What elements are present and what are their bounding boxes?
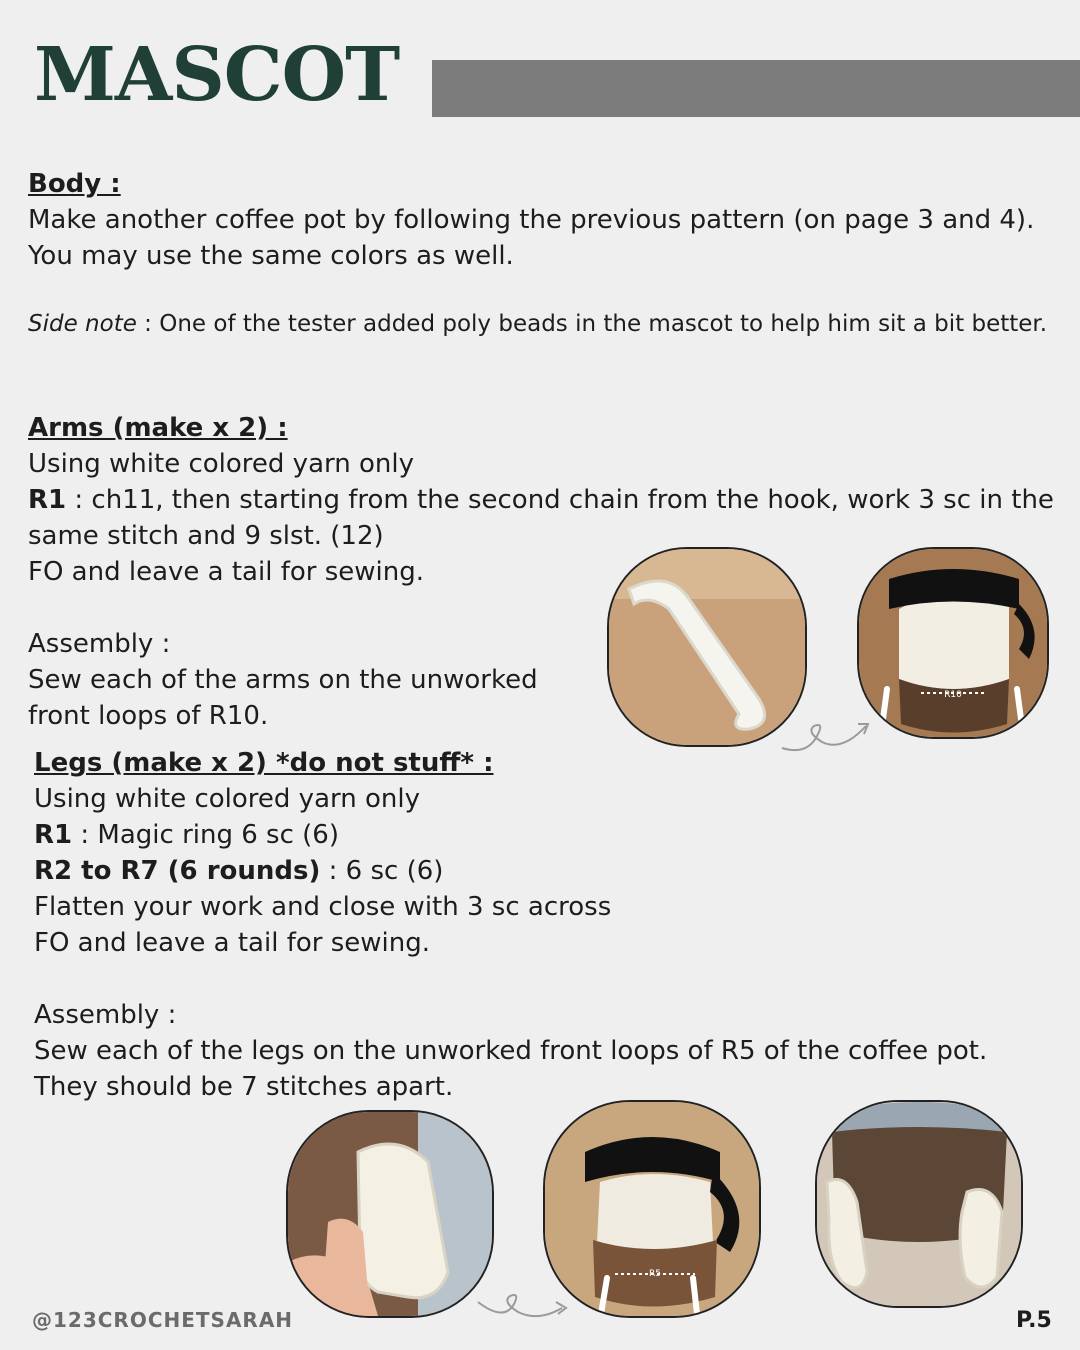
arms-yarn: Using white colored yarn only <box>28 449 414 479</box>
arms-assembly-label: Assembly : <box>28 629 171 659</box>
legs-yarn: Using white colored yarn only <box>34 784 420 814</box>
page-title: MASCOT <box>34 32 400 118</box>
legs-assembly-text2: They should be 7 stitches apart. <box>34 1072 454 1102</box>
side-note-label: Side note <box>28 311 137 337</box>
coffee-pot-legs-photo <box>543 1100 761 1318</box>
body-heading: Body : <box>28 169 121 199</box>
legs-assembly-label: Assembly : <box>34 1000 177 1030</box>
arms-r1-label: R1 <box>28 485 67 515</box>
side-note <box>28 308 1058 340</box>
arms-fo: FO and leave a tail for sewing. <box>28 557 424 587</box>
body-section <box>28 166 1048 274</box>
legs-heading: Legs (make x 2) *do not stuff* : <box>34 748 494 778</box>
legs-fo: FO and leave a tail for sewing. <box>34 928 430 958</box>
page-number: P.5 <box>1016 1308 1052 1333</box>
leg-photo <box>286 1110 494 1318</box>
arms-r1-text: : ch11, then starting from the second chain from the hook, work 3 sc in the same stitch and 9 slst. (12) <box>28 485 1054 551</box>
title-bar <box>432 60 1080 117</box>
r10-label: R10 <box>944 690 962 700</box>
legs-r2-label: R2 to R7 (6 rounds) <box>34 856 321 886</box>
body-text: Make another coffee pot by following the previous pattern (on page 3 and 4). You may use the same colors as well. <box>28 205 1035 271</box>
legs-flatten: Flatten your work and close with 3 sc across <box>34 892 612 922</box>
legs-r2-text: : 6 sc (6) <box>320 856 444 886</box>
arms-heading: Arms (make x 2) : <box>28 413 288 443</box>
legs-assembly <box>34 997 1064 1105</box>
legs-r1-text: : Magic ring 6 sc (6) <box>72 820 339 850</box>
legs-r1-label: R1 <box>34 820 73 850</box>
arms-assembly-text: Sew each of the arms on the unworked front loops of R10. <box>28 665 538 731</box>
arm-photo <box>607 547 807 747</box>
legs-section <box>34 745 1064 961</box>
legs-attached-photo <box>815 1100 1023 1308</box>
legs-assembly-text1: Sew each of the legs on the unworked front loops of R5 of the coffee pot. <box>34 1036 988 1066</box>
r5-label: R5 <box>649 1269 661 1279</box>
arms-assembly <box>28 626 588 734</box>
arrow-swirl-icon <box>474 1282 572 1328</box>
footer-handle: @123CROCHETSARAH <box>32 1308 294 1332</box>
coffee-pot-arms-photo <box>857 547 1049 739</box>
side-note-text: : One of the tester added poly beads in the mascot to help him sit a bit better. <box>136 311 1048 337</box>
